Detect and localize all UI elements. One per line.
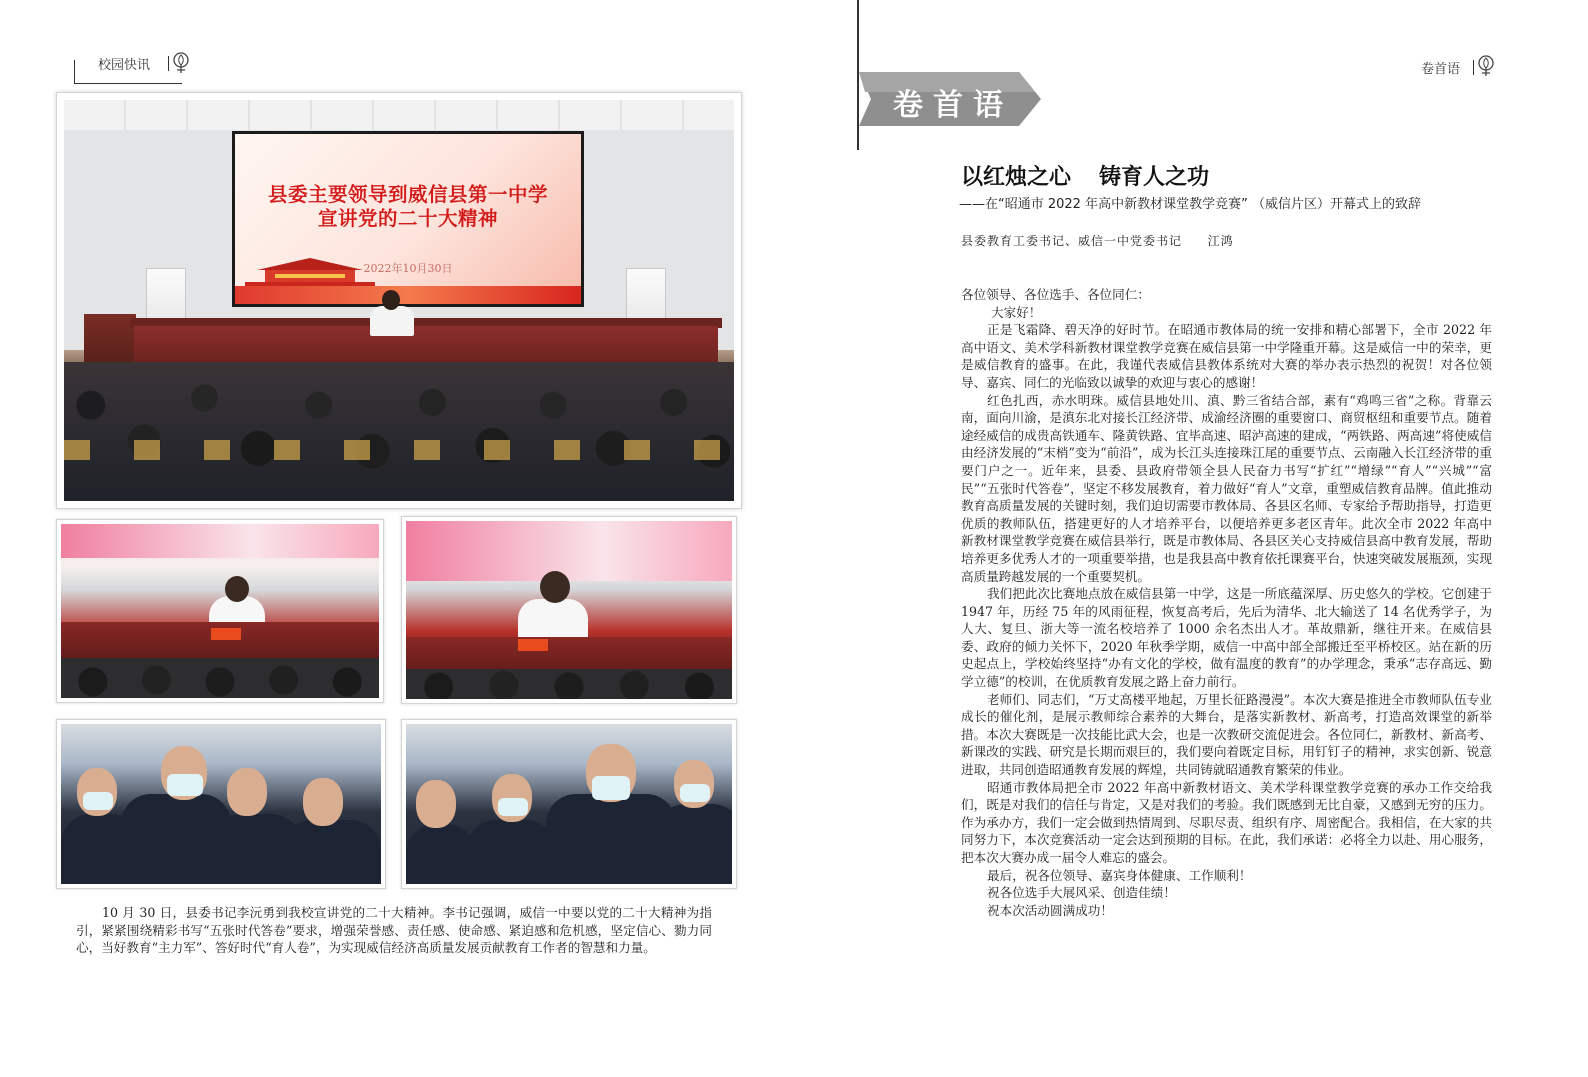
backdrop-screen xyxy=(406,521,732,581)
school-emblem-icon xyxy=(172,52,190,74)
body-paragraph: 正是飞霜降、碧天净的好时节。在昭通市教体局的统一安排和精心部署下，全市 2022 年高中语文、美术学科新教材课堂教学竞赛在威信县第一中学隆重开幕。这是威信一中的荣幸，更是威信教育的盛事。在此，我谨代表威信县教体系统对大赛的举办表示热烈的祝贺！对各位领导、嘉宾、同仁的光临致以诚挚的欢迎与衷心的感谢！ xyxy=(961,322,1492,390)
audience-crowd xyxy=(406,669,732,699)
section-label-foreword: 卷首语 xyxy=(1421,62,1461,77)
attendee xyxy=(466,820,556,884)
title-part-1: 以红烛之心 xyxy=(961,165,1072,190)
body-paragraph: 我们把此次比赛地点放在威信县第一中学，这是一所底蕴深厚、历史悠久的学校。它创建于 1947 年，历经 75 年的风雨征程，恢复高考后，先后为清华、北大输送了 14 名优秀学子，为人大、复旦、浙大等一流名校培养了 1000 余名杰出人才。革故鼎新，继往开来。在威信县委、政府的倾力关怀下，2020 年秋季学期，威信一中高中部全部搬迁至平桥校区。站在新的历史起点上，学校始终坚持“办有文化的学校，做有温度的教育”的办学理念，秉承“志存高远、勤学立德”的校训，在优质教育发展之路上奋力前行。 xyxy=(961,586,1492,690)
photo-caption: 10 月 30 日，县委书记李沅勇到我校宣讲党的二十大精神。李书记强调，威信一中要以党的二十大精神为指引，紧紧围绕精彩书写“五张时代答卷”要求，增强荣誉感、责任感、使命感、紧迫感和危机感，坚定信心、勠力同心，当好教育“主力军”、答好时代“育人卷”，为实现威信经济高质量发展贡献教育工作者的智慧和力量。 xyxy=(76,905,712,955)
audience-crowd xyxy=(64,362,734,501)
speaker-head xyxy=(225,576,249,602)
article-author: 县委教育工委书记、威信一中党委书记 江鸿 xyxy=(961,234,1234,248)
section-label-campus-news: 校园快讯 xyxy=(98,58,151,73)
body-paragraph: 最后，祝各位领导、嘉宾身体健康、工作顺利！ xyxy=(987,867,1252,883)
audience-crowd xyxy=(61,658,379,698)
attendee xyxy=(656,804,732,884)
body-paragraph: 昭通市教体局把全市 2022 年高中新教材语文、美术学科课堂教学竞赛的承办工作交给我们，既是对我们的信任与肯定，又是对我们的考验。我们既感到无比自豪，又感到无穷的压力。作为承办方，我们一定会做到热情周到、尽职尽责、组织有序、周密配合。我相信，在大家的共同努力下，本次竞赛活动一定会达到预期的目标。在此，我们承诺：必将全力以赴、用心服务，把本次大赛办成一届令人难忘的盛会。 xyxy=(961,779,1492,865)
backdrop-banner xyxy=(61,524,379,558)
face-mask xyxy=(592,776,630,800)
body-paragraph: 老师们、同志们，“万丈高楼平地起，万里长征路漫漫”。本次大赛是推进全市教师队伍专业成长的催化剂，是展示教师综合素养的大舞台，是落实新教材、新高考，打造高效课堂的新举措。本次大赛既是一次技能比武大会，也是一次教研交流促进会。各位同仁，新教材、新高考、新课改的实践、研究是长期而艰巨的，我们要向着既定目标，用钉钉子的精神，求实创新、锐意进取，共同创造昭通教育发展的辉煌，共同铸就昭通教育繁荣的伟业。 xyxy=(961,691,1492,778)
section-header-left xyxy=(74,50,184,86)
article-title xyxy=(961,160,1237,191)
speaker-photo-1 xyxy=(56,519,384,703)
speaker-scene-2 xyxy=(406,521,732,699)
screen-title-line1: 县委主要领导到威信县第一中学 xyxy=(267,183,548,206)
audience-photo-2 xyxy=(401,719,737,889)
main-event-photo xyxy=(56,92,742,509)
section-tag-text: 卷首语 xyxy=(893,88,1013,123)
body-paragraph: 红色扎西，赤水明珠。威信县地处川、滇、黔三省结合部，素有“鸡鸣三省”之称。背靠云南，面向川渝，是滇东北对接长江经济带、成渝经济圈的重要窗口、商贸枢纽和重要节点。随着途经威信的成贵高铁通车、隆黄铁路、宜毕高速、昭泸高速的建成，“两铁路、两高速”将使威信由经济发展的“末梢”变为“前沿”，成为长江头连接珠江尾的重要节点、云南融入长江经济带的重要门户之一。近年来，县委、县政府带领全县人民奋力书写“扩红”“增绿”“育人”“兴城”“富民”“五张时代答卷”，坚定不移发展教育，着力做好“育人”文章，重塑威信教育品牌。值此推动教育高质量发展的关键时刻，我们迫切需要市教体局、各县区名师、专家给予帮助指导，打造更优质的教师队伍，搭建更好的人才培养平台，以便培养更多老区青年。此次全市 2022 年高中新教材课堂教学竞赛在威信县举行，既是市教体局、各县区关心支持威信县高中教育发展，帮助培养更多优秀人才的一项重要举措，也是我县高中教育依托课赛平台，快速突破发展瓶颈，实现高质量跨越发展的一个重要契机。 xyxy=(961,392,1492,584)
audience-scene-2 xyxy=(406,724,732,884)
attendee-face xyxy=(416,780,456,828)
audience-scene-1 xyxy=(61,724,381,884)
face-mask xyxy=(83,792,113,810)
article-body xyxy=(961,286,1492,919)
body-paragraph: 各位领导、各位选手、各位同仁： xyxy=(961,287,1150,302)
nameplate xyxy=(518,639,548,651)
audience-photo-1 xyxy=(56,719,386,889)
screen-date: 2022年10月30日 xyxy=(363,262,453,275)
speaker-figure xyxy=(370,306,414,336)
screen-title-line2: 宣讲党的二十大精神 xyxy=(317,207,498,230)
body-paragraph: 大家好！ xyxy=(991,304,1042,320)
nameplate xyxy=(211,628,241,640)
article-subtitle: ——在“昭通市 2022 年高中新教材课堂教学竞赛” （威信片区）开幕式上的致辞 xyxy=(959,197,1421,212)
attendee xyxy=(281,820,381,884)
ceiling-lights xyxy=(64,100,734,130)
school-emblem-icon xyxy=(1477,55,1495,77)
screen-red-wave xyxy=(235,286,581,304)
header-divider xyxy=(1473,60,1474,75)
body-paragraph: 祝各位选手大展风采、创造佳绩！ xyxy=(987,885,1176,901)
face-mask xyxy=(167,774,203,796)
face-mask xyxy=(498,798,528,816)
attendee-face xyxy=(227,768,267,816)
speaker-head xyxy=(382,290,400,310)
speaker-photo-2 xyxy=(401,516,737,704)
speaker-scene-1 xyxy=(61,524,379,698)
audience-chairs xyxy=(64,440,734,460)
attendee-face xyxy=(303,778,343,826)
speaker-head xyxy=(540,571,570,603)
body-paragraph: 祝本次活动圆满成功！ xyxy=(987,902,1113,918)
projection-screen xyxy=(232,131,584,307)
lecture-hall-scene xyxy=(64,100,734,501)
face-mask xyxy=(680,784,710,802)
header-divider xyxy=(168,56,169,71)
title-part-2: 铸育人之功 xyxy=(1099,165,1210,190)
right-page xyxy=(859,0,1588,1077)
